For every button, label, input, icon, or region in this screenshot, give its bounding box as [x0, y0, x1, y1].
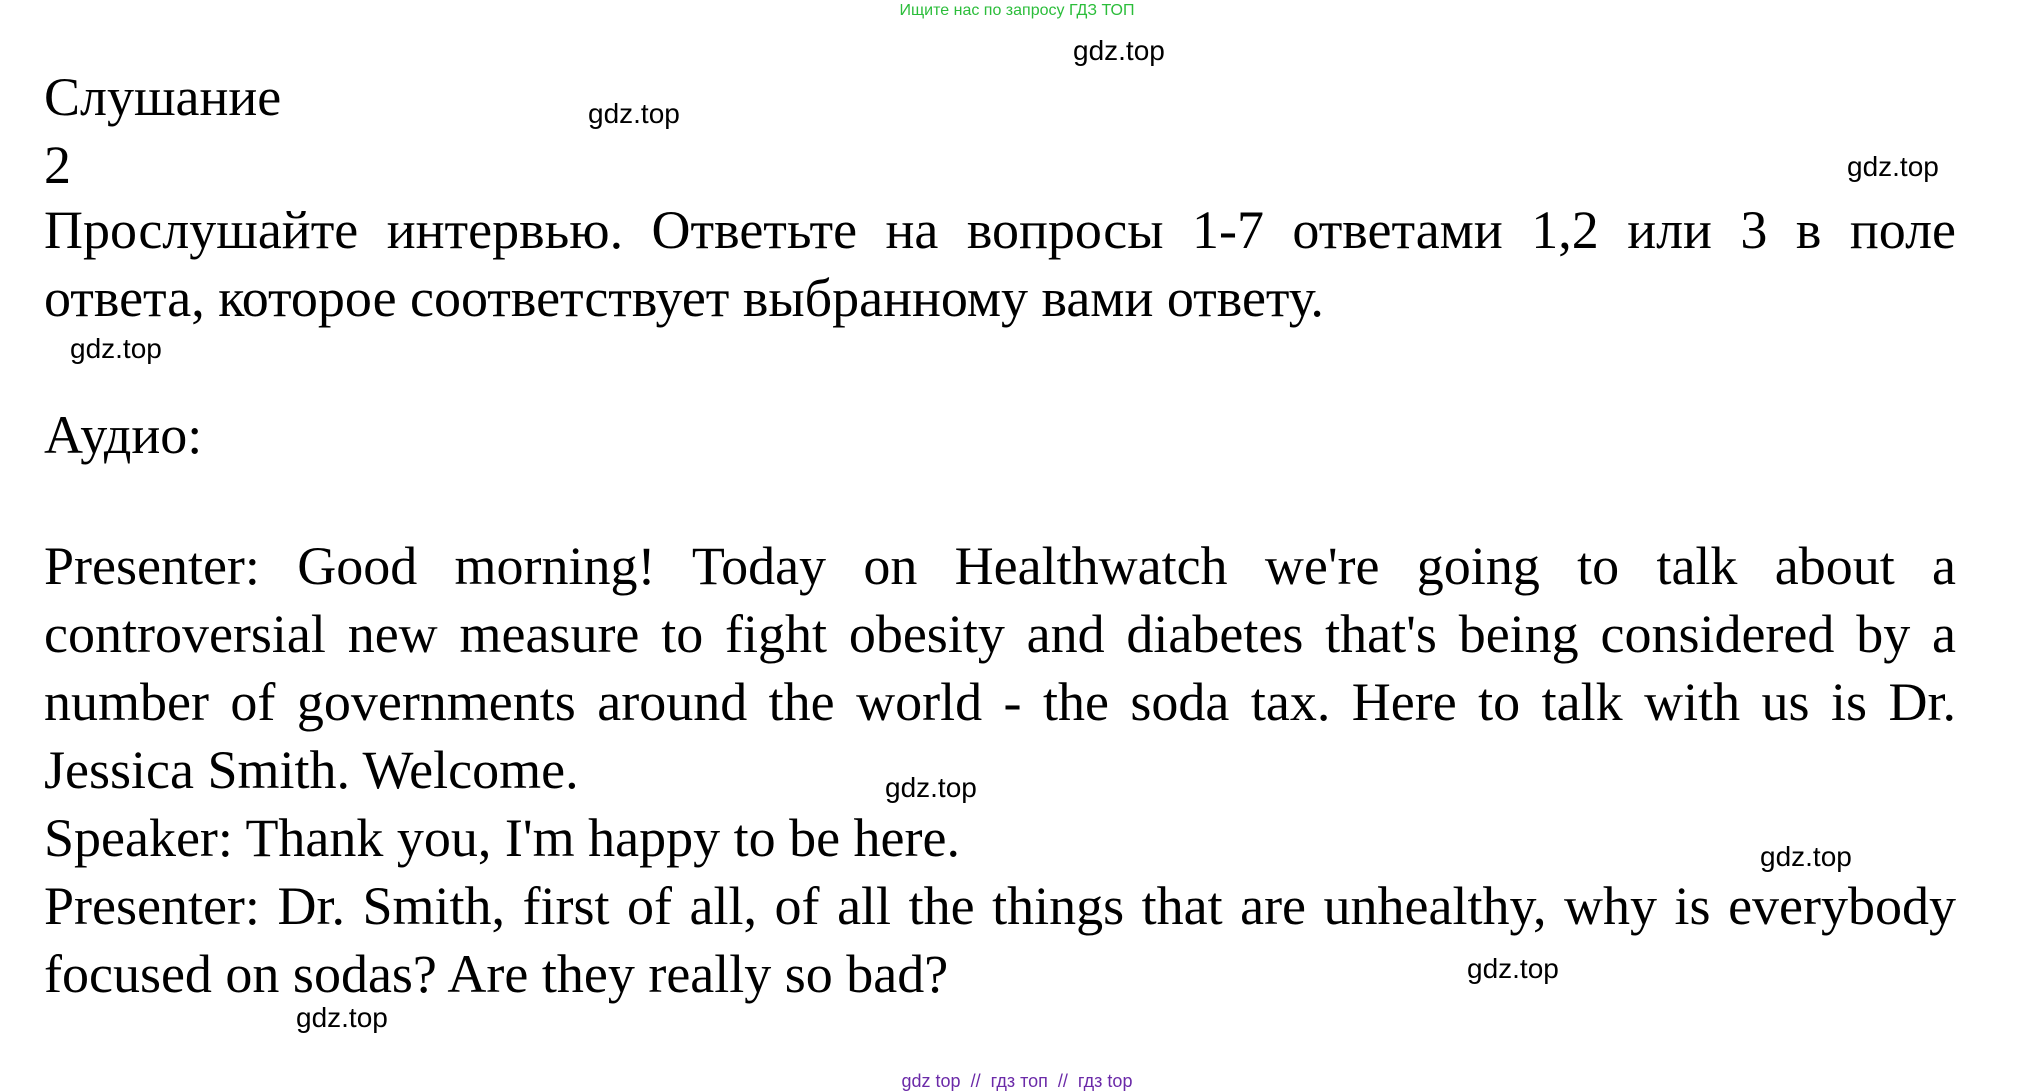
watermark: gdz.top [1073, 35, 1165, 66]
watermark: gdz.top [70, 333, 162, 364]
watermark: gdz.top [1760, 841, 1852, 872]
top-banner: Ищите нас по запросу ГДЗ ТОП [899, 2, 1135, 19]
footer-separator: // [970, 1071, 981, 1091]
task-number: 2 [44, 135, 71, 195]
watermark: gdz.top [296, 1002, 388, 1033]
task-instruction: Прослушайте интервью. Ответьте на вопросы 1-7 ответами 1,2 или 3 в поле ответа, которое соответствует выбранному вами ответу. [44, 200, 1956, 328]
transcript-presenter-question: Presenter: Dr. Smith, first of all, of all the things that are unhealthy, why is everybody focused on sodas? Are they really so bad? [44, 876, 1956, 1004]
audio-label: Аудио: [44, 405, 203, 465]
footer-item[interactable]: gdz top [901, 1071, 961, 1091]
footer-separator: // [1057, 1071, 1068, 1091]
watermark: gdz.top [1847, 151, 1939, 182]
footer-item[interactable]: гдз top [1077, 1071, 1133, 1091]
watermark: gdz.top [1467, 953, 1559, 984]
transcript-presenter-intro: Presenter: Good morning! Today on Healthwatch we're going to talk about a controversial new measure to fight obesity and diabetes that's being considered by a number of governments around the world - the soda tax. Here to talk with us is Dr. Jessica Smith. Welcome. [44, 536, 1956, 800]
footer-item[interactable]: гдз топ [990, 1071, 1048, 1091]
section-title: Слушание [44, 67, 282, 127]
transcript-speaker-reply: Speaker: Thank you, I'm happy to be here. [44, 808, 960, 868]
watermark: gdz.top [885, 772, 977, 803]
footer-links [0, 1071, 2034, 1092]
watermark: gdz.top [588, 98, 680, 129]
